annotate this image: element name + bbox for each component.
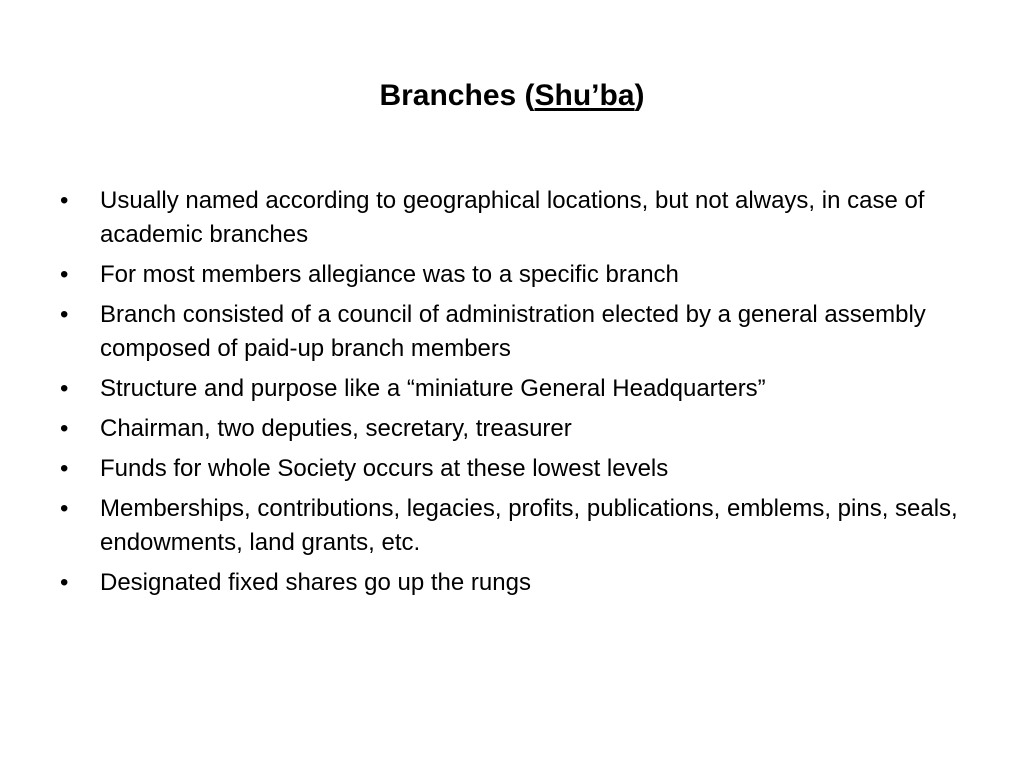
slide-title bbox=[0, 76, 1024, 116]
bullet-item bbox=[56, 372, 976, 406]
bullet-item bbox=[56, 412, 976, 446]
bullet-item bbox=[56, 492, 976, 560]
bullet-dot-icon: • bbox=[60, 569, 69, 596]
bullet-text: Memberships, contributions, legacies, profits, publications, emblems, pins, seals, endowments, land grants, etc. bbox=[100, 495, 958, 556]
bullet-text: Designated fixed shares go up the rungs bbox=[100, 569, 531, 596]
bullet-item bbox=[56, 566, 976, 600]
bullet-dot-icon: • bbox=[60, 455, 69, 482]
bullet-dot-icon: • bbox=[60, 187, 69, 214]
bullet-text: Structure and purpose like a “miniature General Headquarters” bbox=[100, 375, 766, 402]
bullet-text: Usually named according to geographical locations, but not always, in case of academic branches bbox=[100, 187, 925, 248]
bullet-dot-icon: • bbox=[60, 261, 69, 288]
bullet-dot-icon: • bbox=[60, 495, 69, 522]
bullet-item bbox=[56, 298, 976, 366]
bullet-text: Chairman, two deputies, secretary, treasurer bbox=[100, 415, 572, 442]
bullet-item bbox=[56, 258, 976, 292]
title-suffix: ) bbox=[634, 79, 645, 112]
bullet-text: For most members allegiance was to a specific branch bbox=[100, 261, 679, 288]
bullet-text: Funds for whole Society occurs at these lowest levels bbox=[100, 455, 669, 482]
bullet-dot-icon: • bbox=[60, 375, 69, 402]
title-prefix: Branches ( bbox=[379, 79, 535, 112]
bullet-list bbox=[56, 184, 976, 606]
bullet-item bbox=[56, 452, 976, 486]
title-underlined-term: Shu’ba bbox=[534, 79, 635, 112]
bullet-item bbox=[56, 184, 976, 252]
bullet-dot-icon: • bbox=[60, 415, 69, 442]
bullet-text: Branch consisted of a council of administration elected by a general assembly composed of paid-up branch members bbox=[100, 301, 926, 362]
bullet-dot-icon: • bbox=[60, 301, 69, 328]
